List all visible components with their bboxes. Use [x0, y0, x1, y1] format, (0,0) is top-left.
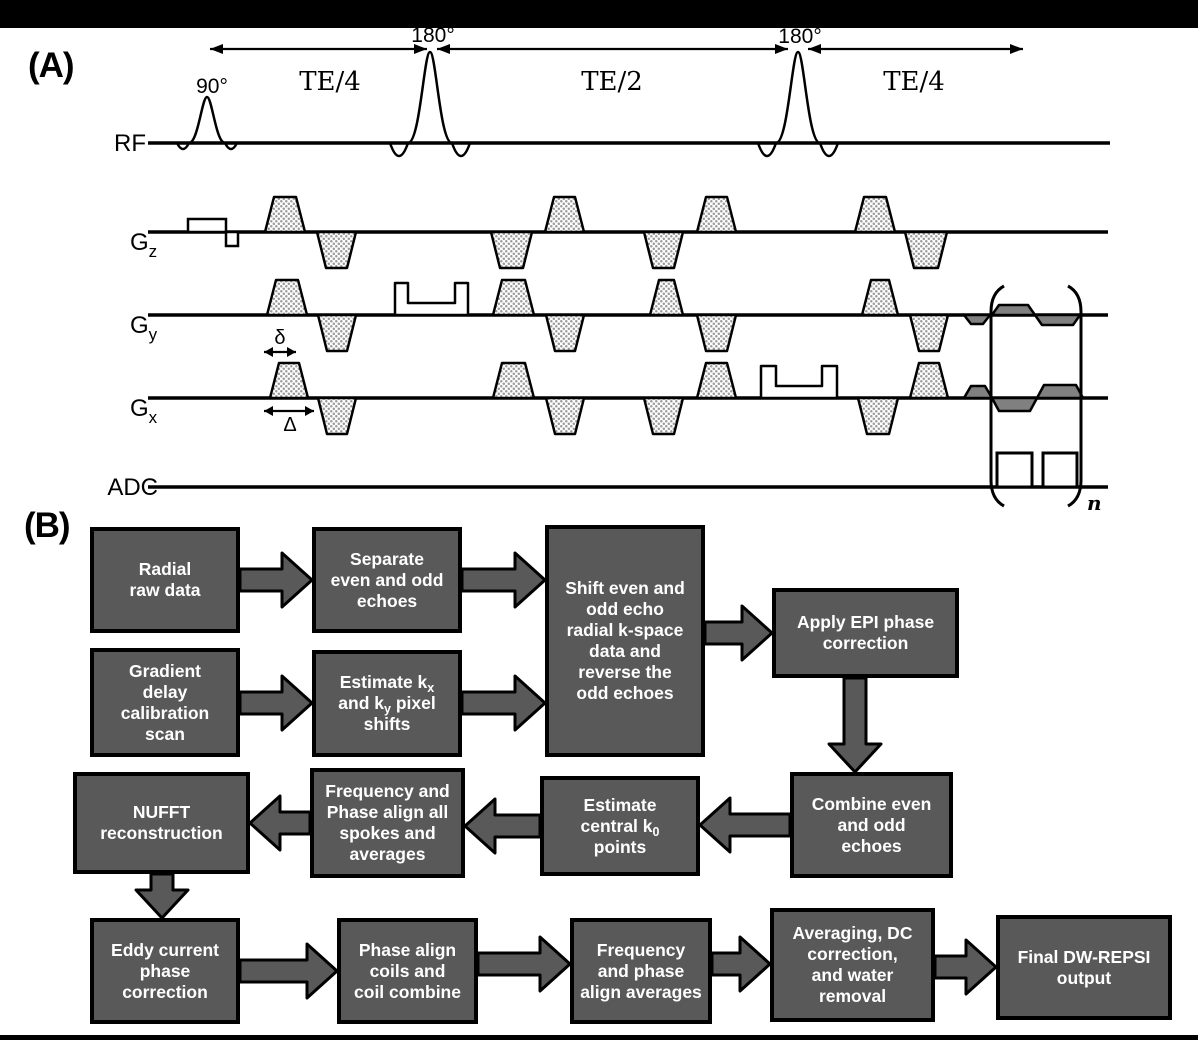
flow-box-line: Separate [350, 548, 424, 569]
gradient-lobe [493, 363, 534, 398]
flow-box-line: Eddy current [111, 939, 219, 960]
flow-arrow [465, 799, 540, 853]
gradient-lobe [318, 398, 356, 434]
flow-box-line: Final DW-REPSI [1017, 946, 1151, 967]
gradient-lobe [697, 197, 736, 232]
gradient-lobe [855, 197, 895, 232]
gradient-lobe [493, 280, 534, 315]
flip-angle-90-label: 90° [196, 75, 228, 98]
flow-box-line: and phase [597, 960, 685, 981]
flow-box-line: Phase align all [326, 802, 449, 822]
flow-box-line: Phase align [358, 939, 457, 960]
flow-box-line: correction [122, 981, 208, 1002]
delta-small-label: δ [274, 327, 286, 349]
gradient-lobe [317, 232, 356, 268]
flow-arrow [462, 676, 545, 730]
flip-angle-180-right-label: 180° [778, 25, 822, 48]
adc-sample-window [997, 453, 1032, 487]
flow-box-line: Frequency [596, 939, 686, 960]
gradient-lobe [265, 197, 305, 232]
flow-arrow [240, 944, 337, 998]
gradient-lobe [491, 232, 532, 268]
gradient-lobe [905, 232, 947, 268]
gradient-lobe [650, 280, 683, 315]
flow-arrow [250, 796, 310, 850]
flowchart-arrows [136, 553, 996, 998]
flow-box-line: averages [349, 844, 426, 864]
flow-box-line: and water [811, 965, 894, 985]
gradient-lobe-dark [964, 315, 990, 324]
gradient-lobe [644, 398, 683, 434]
gradient-lobe [697, 363, 736, 398]
flip-angle-180-left-label: 180° [411, 24, 455, 47]
gy-bridge-gradient [395, 283, 468, 315]
flow-box-line: delay [142, 681, 188, 702]
rf-pulse-180-second [758, 52, 838, 156]
flow-box-line: removal [818, 986, 887, 1006]
gradient-rect [188, 219, 226, 232]
flow-box-line: coils and [369, 960, 446, 981]
flow-box-line: Apply EPI phase [796, 612, 935, 632]
rf-row-label: RF [114, 130, 146, 157]
flow-box-line: data and [589, 641, 661, 661]
flow-box-line: Averaging, DC [792, 923, 913, 943]
gradient-lobe [545, 197, 584, 232]
flow-arrow [712, 937, 770, 991]
flow-arrow [136, 874, 188, 918]
flow-arrow [478, 937, 570, 991]
flow-arrow [935, 940, 996, 994]
gradient-lobe [644, 232, 683, 268]
gradient-lobe [318, 315, 356, 351]
flow-box-line: correction, [807, 944, 898, 964]
gx-bridge-gradient [761, 366, 837, 398]
flow-box-line: align averages [580, 981, 702, 1002]
flow-box-line: Combine even [811, 793, 932, 814]
flow-box-line: Gradient [129, 660, 201, 681]
flow-box-line: scan [145, 723, 185, 744]
gradient-lobe [862, 280, 898, 315]
gradient-rect [226, 232, 238, 246]
gradient-lobe-dark [1035, 315, 1080, 325]
gradient-lobe [270, 363, 308, 398]
flow-box-line: spokes and [339, 823, 436, 843]
rf-pulse-180-first [390, 52, 470, 156]
gradient-lobe [858, 398, 898, 434]
gradient-lobe-dark [992, 398, 1037, 411]
flow-box-line: NUFFT [132, 802, 191, 822]
panel-b-label: (B) [24, 506, 70, 545]
flow-arrow [462, 553, 545, 607]
gradient-lobe [910, 363, 948, 398]
flow-box-line: radial k-space [566, 620, 684, 640]
arrowhead-left [264, 406, 273, 416]
panel-a-label: (A) [28, 46, 74, 85]
flow-box-line: phase [139, 960, 191, 981]
te4-right-label: TE/4 [883, 67, 945, 97]
gradient-lobe [546, 315, 584, 351]
gradient-lobe [267, 280, 307, 315]
flow-box-line: reconstruction [100, 823, 223, 843]
flow-arrow [705, 606, 772, 660]
flow-box-line: Radial [138, 559, 192, 579]
flow-box-line: Estimate $k_x$ [339, 672, 435, 695]
arrowhead-left [264, 347, 273, 357]
flow-arrow [700, 798, 790, 852]
te4-left-label: TE/4 [299, 67, 361, 97]
flow-box-line: odd echo [586, 599, 664, 619]
flow-box-line: Frequency and [325, 781, 450, 801]
flow-arrow [240, 553, 312, 607]
flow-box-line: reverse the [578, 662, 672, 682]
gy-row-label: $G_y$ [130, 312, 158, 344]
flow-box-line: Estimate [583, 794, 657, 815]
adc-sample-window [1043, 453, 1077, 487]
gx-row-label: $G_x$ [130, 395, 158, 427]
arrowhead-left [210, 44, 223, 54]
repeat-count-label: n [1087, 491, 1102, 515]
delta-big-label: Δ [283, 414, 297, 436]
flow-box-line: echoes [356, 590, 418, 611]
flow-arrow [829, 678, 881, 772]
flow-box-line: correction [822, 633, 909, 653]
arrowhead-right [305, 406, 314, 416]
flow-box-line: odd echoes [576, 683, 674, 703]
flow-box-line: and $k_y$ pixel [338, 693, 436, 716]
te2-label: TE/2 [581, 67, 643, 97]
flow-box-line: central $k_0$ [580, 815, 660, 839]
flow-arrow [240, 676, 312, 730]
flow-box-line: output [1056, 967, 1112, 988]
flow-box-line: points [593, 836, 647, 857]
flow-box-line: shifts [363, 714, 411, 734]
flow-box-line: echoes [841, 835, 902, 856]
flow-box-line: Shift even and [565, 578, 685, 598]
flow-box-line: calibration [120, 702, 210, 723]
adc-row-label: ADC [107, 474, 158, 501]
gradient-lobe [546, 398, 584, 434]
gradient-lobe-dark [992, 305, 1035, 315]
flow-box-line: coil combine [354, 981, 461, 1002]
arrowhead-right [1010, 44, 1023, 54]
flow-box-line: even and odd [330, 569, 444, 590]
gradient-lobe [697, 315, 736, 351]
gradient-lobe [910, 315, 948, 351]
gradient-lobe-dark [1037, 385, 1083, 398]
rf-pulse-90 [177, 97, 237, 149]
flow-box-line: raw data [129, 580, 201, 600]
arrowhead-right [287, 347, 296, 357]
flow-box-line: and odd [837, 814, 906, 835]
gz-row-label: $G_z$ [130, 229, 158, 261]
pulse-sequence-shapes [148, 44, 1110, 506]
gradient-lobe-dark [964, 386, 992, 398]
